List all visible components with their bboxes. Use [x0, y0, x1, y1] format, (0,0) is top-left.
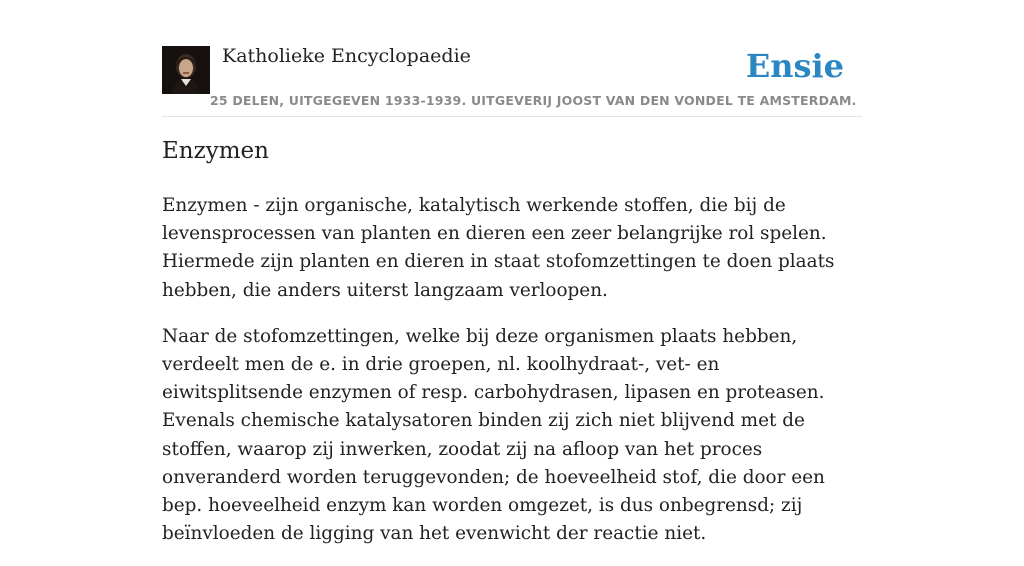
portrait-avatar-icon[interactable] [162, 46, 210, 94]
article-paragraph: Enzymen - zijn organische, katalytisch werkende stoffen, die bij de levensprocessen van planten en dieren een zeer belangrijke rol spelen. Hiermede zijn planten en dieren in staat stofomzettingen te doen plaats hebben, die anders uiterst langzaam verloopen. [162, 195, 835, 301]
brand-logo[interactable]: Ensie [745, 47, 844, 85]
publication-header [162, 0, 862, 117]
page-container [162, 0, 862, 545]
article-body [162, 192, 862, 566]
article-title: Enzymen [162, 138, 269, 164]
publication-subtitle: 25 DELEN, UITGEGEVEN 1933-1939. UITGEVERIJ JOOST VAN DEN VONDEL TE AMSTERDAM. [210, 93, 857, 108]
publication-title[interactable]: Katholieke Encyclopaedie [222, 45, 471, 67]
article-paragraph: Naar de stofomzettingen, welke bij deze organismen plaats hebben, verdeelt men de e. in drie groepen, nl. koolhydraat-, vet- en eiwitsplitsende enzymen of resp. carbohydrasen, lipasen en proteasen. Evenals chemische katalysatoren binden zij zich niet blijvend met de stoffen, waarop zij inwerken, zoodat zij na afloop van het proces onveranderd worden teruggevonden; de hoeveelheid stof, die door een bep. hoeveelheid enzym kan worden omgezet, is dus onbegrensd; zij beïnvloeden de ligging van het evenwicht der reactie niet. [162, 325, 825, 545]
